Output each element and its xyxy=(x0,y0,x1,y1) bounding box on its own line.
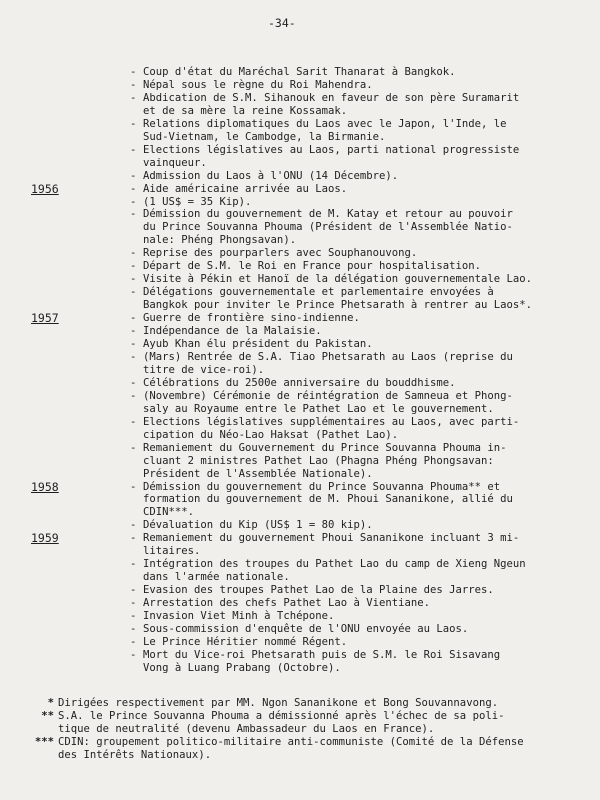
entry-text xyxy=(143,260,583,273)
bullet-dash: - xyxy=(130,597,137,610)
entry-text xyxy=(143,208,583,247)
entry-line: Sous-commission d'enquête de l'ONU envoyée au Laos. xyxy=(143,622,469,635)
chronology-entry xyxy=(0,66,600,79)
entry-text xyxy=(143,351,583,377)
entry-text xyxy=(143,286,583,312)
entry-text xyxy=(143,636,583,649)
bullet-dash: - xyxy=(130,389,137,402)
bullet-dash: - xyxy=(130,78,137,91)
bullet-dash: - xyxy=(130,312,137,325)
bullet-dash: - xyxy=(130,247,137,260)
entry-text xyxy=(143,610,583,623)
bullet-dash: - xyxy=(130,519,137,532)
entry-line: (Mars) Rentrée de S.A. Tiao Phetsarath au Laos (reprise du xyxy=(143,350,513,363)
entry-text xyxy=(143,144,583,170)
bullet-dash: - xyxy=(130,610,137,623)
chronology-entry xyxy=(0,481,600,520)
entry-line: Népal sous le règne du Roi Mahendra. xyxy=(143,78,373,91)
bullet-dash: - xyxy=(130,480,137,493)
entry-text xyxy=(143,247,583,260)
entry-text xyxy=(143,312,583,325)
entry-line: Sud-Vietnam, le Cambodge, la Birmanie. xyxy=(143,130,386,143)
page-number: -34- xyxy=(268,16,296,30)
entry-line: Abdication de S.M. Sihanouk en faveur de son père Suramarit xyxy=(143,91,520,104)
bullet-dash: - xyxy=(130,532,137,545)
entry-line: Relations diplomatiques du Laos avec le Japon, l'Inde, le xyxy=(143,117,507,130)
entry-line: Ayub Khan élu président du Pakistan. xyxy=(143,338,373,351)
entry-text xyxy=(143,196,583,209)
entry-text xyxy=(143,558,583,584)
entry-line: nale: Phéng Phongsavan). xyxy=(143,234,297,247)
chronology-entry xyxy=(0,144,600,170)
entry-line: Visite à Pékin et Hanoï de la délégation gouvernementale Lao. xyxy=(143,273,533,286)
entry-text xyxy=(143,390,583,416)
bullet-dash: - xyxy=(130,622,137,635)
entry-text xyxy=(143,584,583,597)
chronology-entry xyxy=(0,79,600,92)
entry-line: Vong à Luang Prabang (Octobre). xyxy=(143,661,341,674)
entry-line: Arrestation des chefs Pathet Lao à Vientiane. xyxy=(143,597,431,610)
footnotes xyxy=(0,697,600,762)
chronology-entry xyxy=(0,519,600,532)
year-label: 1957 xyxy=(31,311,59,326)
chronology-entry xyxy=(0,610,600,623)
entry-line: Coup d'état du Maréchal Sarit Thanarat à Bangkok. xyxy=(143,66,456,78)
entry-line: Mort du Vice-roi Phetsarath puis de S.M. le Roi Sisavang xyxy=(143,648,501,661)
entry-line: Evasion des troupes Pathet Lao de la Plaine des Jarres. xyxy=(143,584,494,597)
footnote xyxy=(0,736,600,762)
chronology-entry xyxy=(0,390,600,416)
entry-line: et de sa mère la reine Kossamak. xyxy=(143,104,348,117)
footnote-mark: ** xyxy=(41,709,54,722)
footnote xyxy=(0,697,600,710)
entry-line: Départ de S.M. le Roi en France pour hospitalisation. xyxy=(143,260,482,273)
entry-line: dans l'armée nationale. xyxy=(143,571,290,584)
chronology-entry xyxy=(0,351,600,377)
bullet-dash: - xyxy=(130,648,137,661)
chronology-entry xyxy=(0,597,600,610)
entry-line: Invasion Viet Minh à Tchépone. xyxy=(143,610,335,623)
chronology-entry xyxy=(0,338,600,351)
entry-line: Intégration des troupes du Pathet Lao du camp de Xieng Ngeun xyxy=(143,558,526,571)
entry-line: Célébrations du 2500e anniversaire du bouddhisme. xyxy=(143,376,456,389)
entry-line: Démission du gouvernement du Prince Souvanna Phouma** et xyxy=(143,480,501,493)
entry-line: vainqueur. xyxy=(143,156,207,169)
chronology-list xyxy=(0,66,600,675)
footnote-text xyxy=(58,736,600,762)
bullet-dash: - xyxy=(130,91,137,104)
bullet-dash: - xyxy=(130,273,137,286)
footnote-mark: * xyxy=(47,697,54,709)
entry-text xyxy=(143,79,583,92)
bullet-dash: - xyxy=(130,635,137,648)
entry-text xyxy=(143,66,583,79)
entry-line: CDIN***. xyxy=(143,506,195,519)
entry-line: Admission du Laos à l'ONU (14 Décembre). xyxy=(143,169,399,182)
entry-text xyxy=(143,519,583,532)
entry-text xyxy=(143,183,583,196)
year-label: 1956 xyxy=(31,181,59,196)
entry-line: litaires. xyxy=(143,545,201,558)
entry-line: titre de vice-roi). xyxy=(143,363,265,376)
footnote-line: Dirigées respectivement par MM. Ngon Sananikone et Bong Souvannavong. xyxy=(58,697,499,709)
entry-line: Président de l'Assemblée Nationale). xyxy=(143,467,373,480)
bullet-dash: - xyxy=(130,260,137,273)
chronology-entry xyxy=(0,377,600,390)
entry-text xyxy=(143,623,583,636)
bullet-dash: - xyxy=(130,286,137,299)
footnote-text xyxy=(58,697,600,710)
chronology-entry xyxy=(0,208,600,247)
bullet-dash: - xyxy=(130,143,137,156)
entry-text xyxy=(143,532,583,558)
chronology-entry xyxy=(0,196,600,209)
bullet-dash: - xyxy=(130,350,137,363)
footnote-text xyxy=(58,710,600,736)
chronology-entry xyxy=(0,416,600,442)
entry-line: du Prince Souvanna Phouma (Président de l'Assemblée Natio- xyxy=(143,221,513,234)
chronology-entry xyxy=(0,273,600,286)
entry-line: Le Prince Héritier nommé Régent. xyxy=(143,635,348,648)
entry-text xyxy=(143,325,583,338)
footnote-line: S.A. le Prince Souvanna Phouma a démissionné après l'échec de sa poli- xyxy=(58,709,505,722)
entry-line: cipation du Néo-Lao Haksat (Pathet Lao). xyxy=(143,428,399,441)
entry-line: (1 US$ = 35 Kip). xyxy=(143,195,252,208)
bullet-dash: - xyxy=(130,441,137,454)
entry-text xyxy=(143,597,583,610)
footnote-line: tique de neutralité (devenu Ambassadeur du Laos en France). xyxy=(58,722,435,735)
bullet-dash: - xyxy=(130,66,137,78)
entry-text xyxy=(143,273,583,286)
chronology-entry xyxy=(0,649,600,675)
entry-line: Remaniement du gouvernement Phoui Sananikone incluant 3 mi- xyxy=(143,532,520,545)
entry-line: Reprise des pourparlers avec Souphanouvong. xyxy=(143,247,418,260)
entry-line: (Novembre) Cérémonie de réintégration de Samneua et Phong- xyxy=(143,389,513,402)
entry-text xyxy=(143,442,583,481)
bullet-dash: - xyxy=(130,558,137,571)
bullet-dash: - xyxy=(130,169,137,182)
entry-text xyxy=(143,338,583,351)
entry-line: Aide américaine arrivée au Laos. xyxy=(143,182,348,195)
chronology-entry xyxy=(0,442,600,481)
chronology-entry xyxy=(0,312,600,325)
chronology-entry xyxy=(0,247,600,260)
entry-text xyxy=(143,170,583,183)
entry-line: Dévaluation du Kip (US$ 1 = 80 kip). xyxy=(143,519,373,532)
footnote xyxy=(0,710,600,736)
entry-text xyxy=(143,416,583,442)
entry-text xyxy=(143,377,583,390)
year-label: 1958 xyxy=(31,479,59,494)
footnote-mark: *** xyxy=(34,735,54,748)
bullet-dash: - xyxy=(130,584,137,597)
chronology-entry xyxy=(0,584,600,597)
entry-line: Démission du gouvernement de M. Katay et retour au pouvoir xyxy=(143,208,513,221)
entry-line: Délégations gouvernementale et parlementaire envoyées à xyxy=(143,286,494,299)
entry-line: Elections législatives supplémentaires au Laos, avec parti- xyxy=(143,415,520,428)
chronology-entry xyxy=(0,558,600,584)
chronology-entry xyxy=(0,623,600,636)
chronology-entry xyxy=(0,118,600,144)
entry-line: cluant 2 ministres Pathet Lao (Phagna Phéng Phongsavan: xyxy=(143,454,494,467)
entry-line: saly au Royaume entre le Pathet Lao et le gouvernement. xyxy=(143,402,494,415)
bullet-dash: - xyxy=(130,117,137,130)
bullet-dash: - xyxy=(130,195,137,208)
entry-text xyxy=(143,649,583,675)
bullet-dash: - xyxy=(130,208,137,221)
chronology-entry xyxy=(0,183,600,196)
chronology-entry xyxy=(0,532,600,558)
bullet-dash: - xyxy=(130,325,137,338)
bullet-dash: - xyxy=(130,415,137,428)
chronology-entry xyxy=(0,286,600,312)
chronology-entry xyxy=(0,260,600,273)
chronology-entry xyxy=(0,170,600,183)
footnote-line: CDIN: groupement politico-militaire anti-communiste (Comité de la Défense xyxy=(58,735,524,748)
entry-line: Elections législatives au Laos, parti national progressiste xyxy=(143,143,520,156)
entry-line: formation du gouvernement de M. Phoui Sananikone, allié du xyxy=(143,493,513,506)
chronology-entry xyxy=(0,325,600,338)
entry-text xyxy=(143,118,583,144)
bullet-dash: - xyxy=(130,338,137,351)
entry-line: Bangkok pour inviter le Prince Phetsarath à rentrer au Laos*. xyxy=(143,299,533,312)
entry-line: Guerre de frontière sino-indienne. xyxy=(143,312,360,325)
bullet-dash: - xyxy=(130,182,137,195)
chronology-entry xyxy=(0,636,600,649)
chronology-entry xyxy=(0,92,600,118)
footnote-line: des Intérêts Nationaux). xyxy=(58,748,212,761)
entry-text xyxy=(143,92,583,118)
year-label: 1959 xyxy=(31,531,59,546)
entry-line: Remaniement du Gouvernement du Prince Souvanna Phouma in- xyxy=(143,441,507,454)
bullet-dash: - xyxy=(130,376,137,389)
entry-text xyxy=(143,481,583,520)
entry-line: Indépendance de la Malaisie. xyxy=(143,325,322,338)
